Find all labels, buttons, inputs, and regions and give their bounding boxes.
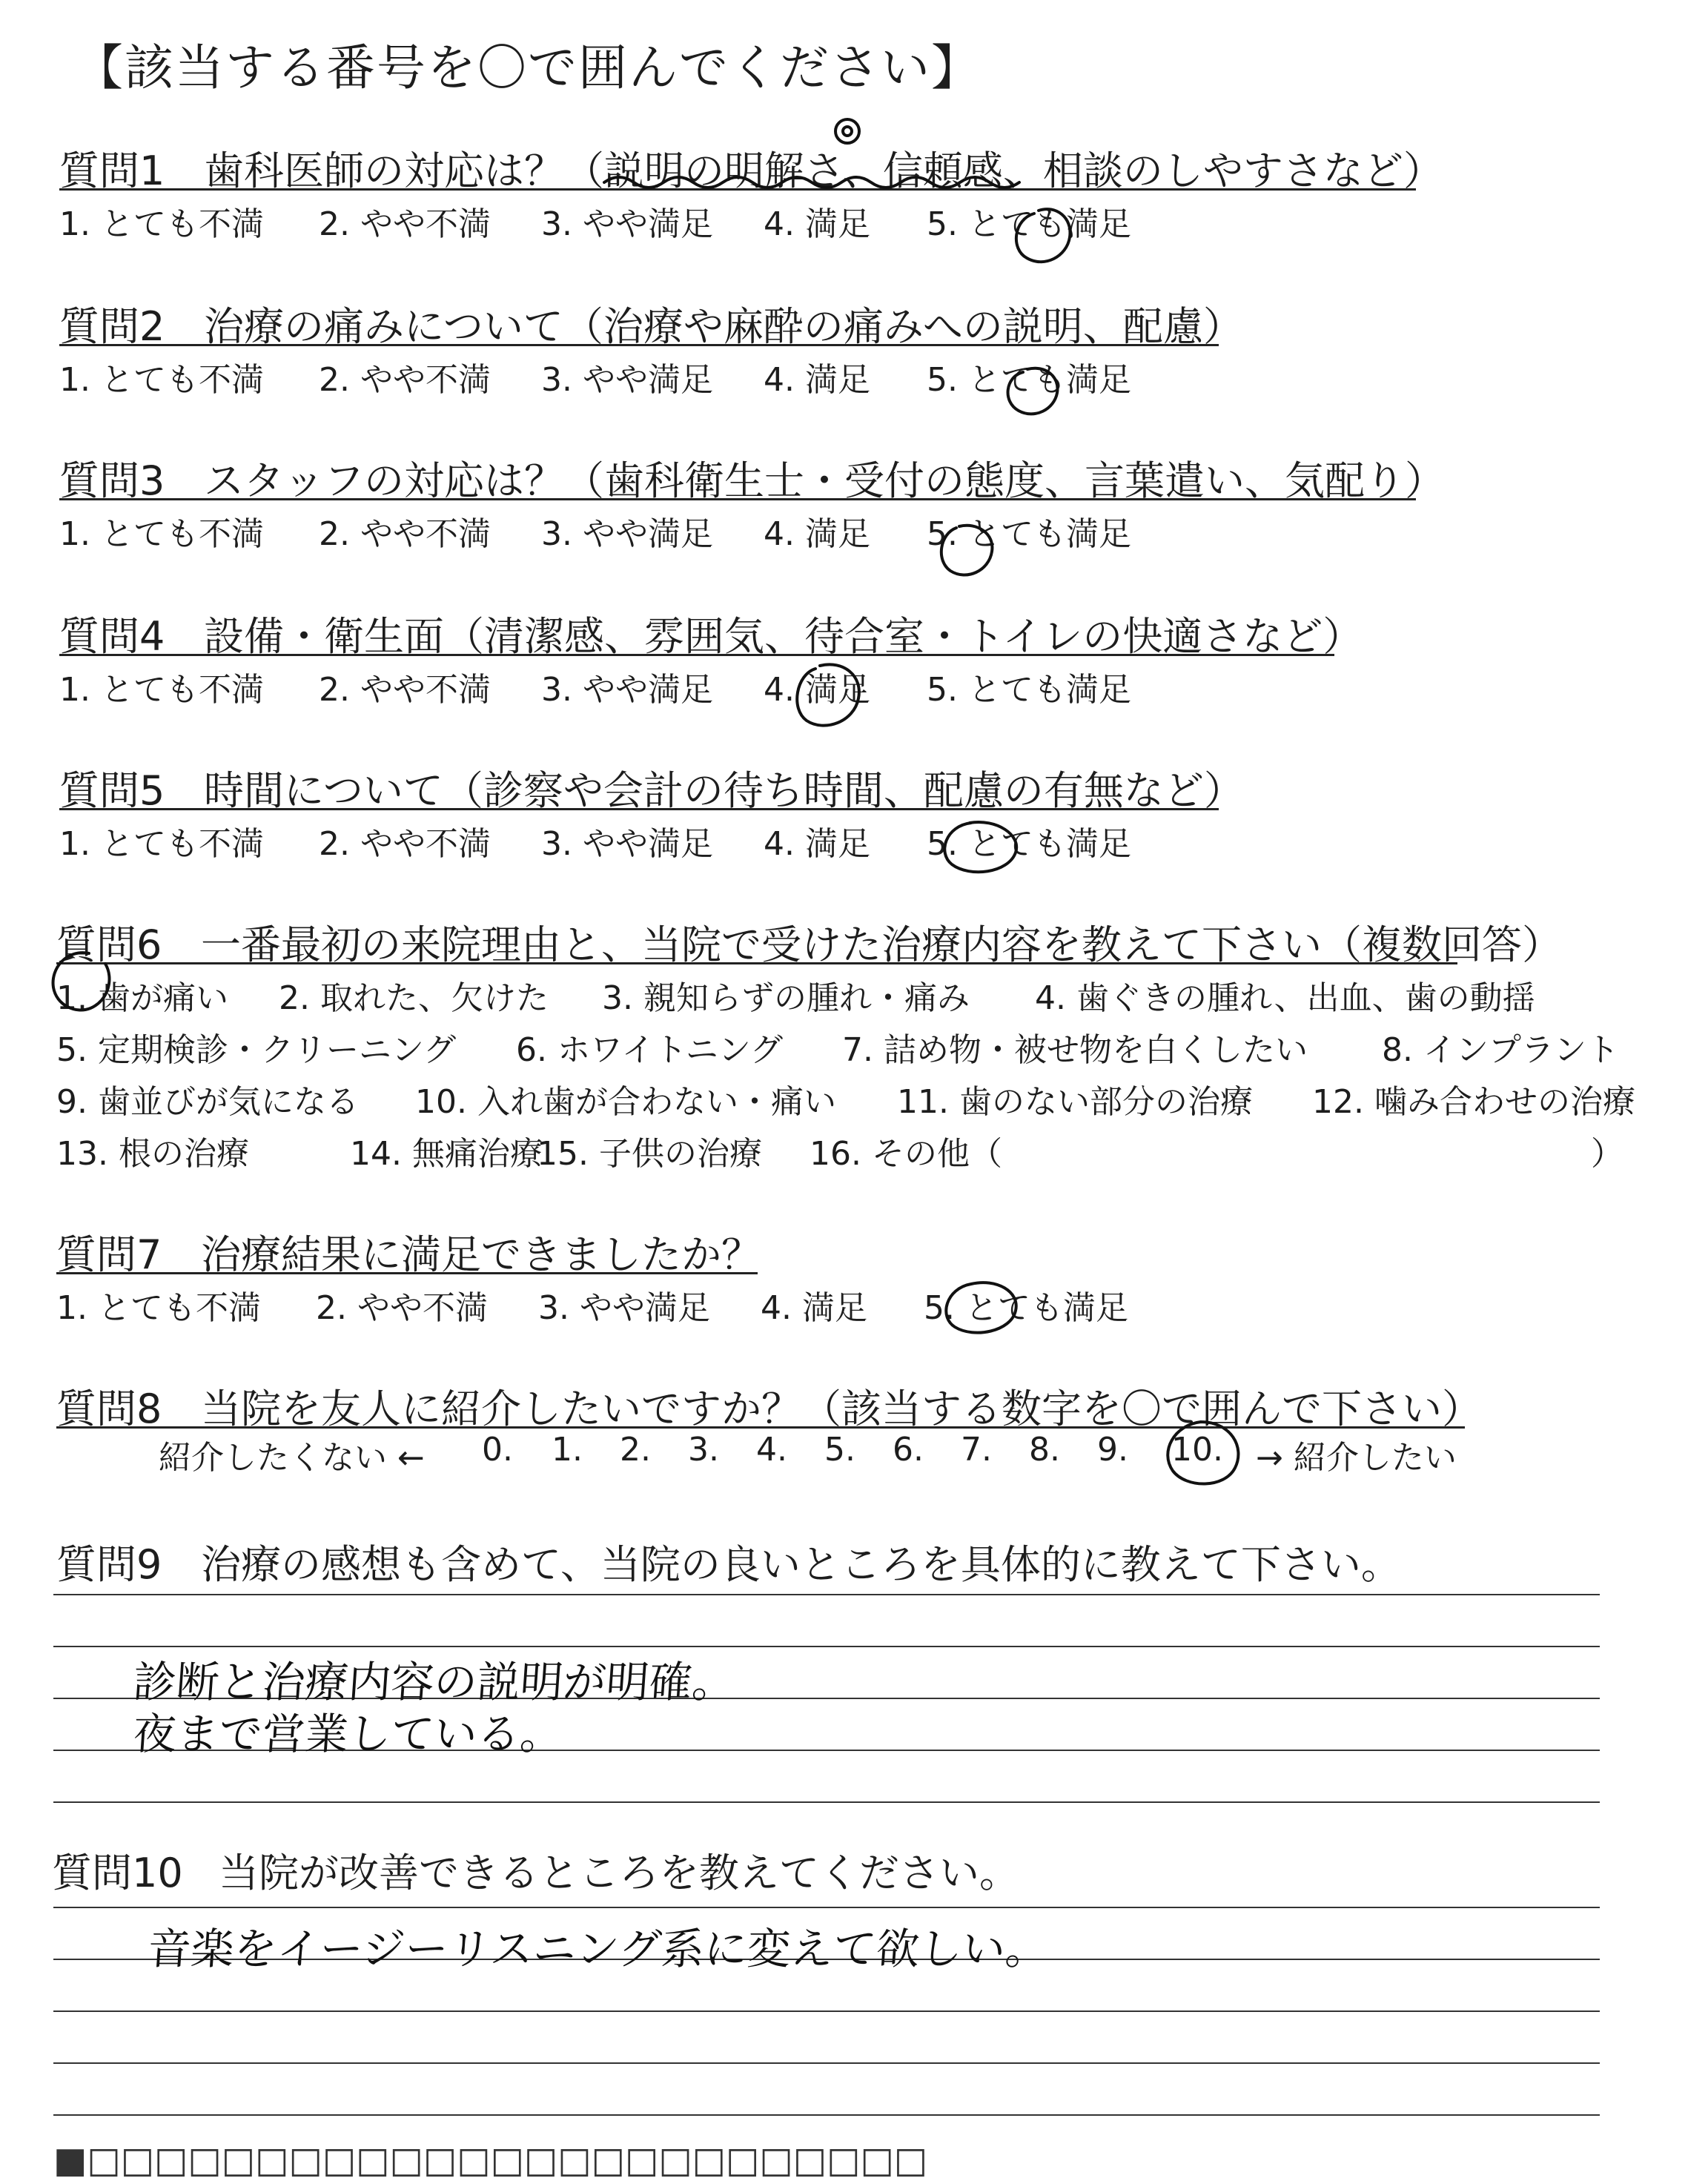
option-2[interactable]: 2. やや不満 — [316, 1289, 488, 1327]
question-number: 質問8 — [56, 1386, 162, 1432]
option-2[interactable]: 2. やや不満 — [319, 361, 491, 399]
reason-option[interactable]: 12. 噛み合わせの治療 — [1312, 1083, 1635, 1121]
reason-option[interactable]: 6. ホワイトニング — [516, 1031, 784, 1069]
option-1[interactable]: 1. とても不満 — [59, 515, 264, 553]
reason-option[interactable]: 9. 歯並びが気になる — [56, 1083, 359, 1121]
option-5[interactable]: 5. とても満足 — [927, 515, 1131, 553]
question-number: 質問1 — [59, 148, 165, 194]
reason-option[interactable]: 7. 詰め物・被せ物を白くしたい — [842, 1031, 1308, 1069]
option-2[interactable]: 2. やや不満 — [319, 671, 491, 709]
question-text: 一番最初の来院理由と、当院で受けた治療内容を教えて下さい（複数回答） — [201, 921, 1562, 968]
question-text: 歯科医師の対応は？（説明の明解さ、信頼感、相談のしやすさなど） — [204, 148, 1443, 194]
q10-handwritten-line-1[interactable]: 音楽をイージーリスニング系に変えて欲しい。 — [146, 1924, 1050, 1974]
answer-line — [53, 1801, 1600, 1803]
question-number: 質問3 — [59, 457, 165, 504]
q9-handwritten-line-1[interactable]: 診断と治療内容の説明が明確。 — [131, 1657, 738, 1707]
question-number: 質問5 — [59, 767, 165, 814]
option-5[interactable]: 5. とても満足 — [927, 205, 1131, 243]
question-text: 時間について（診察や会計の待ち時間、配慮の有無など） — [204, 767, 1244, 814]
underline — [59, 498, 1416, 500]
option-3[interactable]: 3. やや満足 — [541, 515, 713, 553]
reason-option[interactable]: 11. 歯のない部分の治療 — [897, 1083, 1253, 1121]
question-text: 治療結果に満足できましたか？ — [201, 1231, 761, 1278]
reason-option[interactable]: 4. 歯ぐきの腫れ、出血、歯の動揺 — [1035, 979, 1535, 1017]
question-number: 質問10 — [52, 1850, 183, 1896]
option-1[interactable]: 1. とても不満 — [59, 205, 264, 243]
question-number: 質問6 — [56, 921, 162, 968]
option-3[interactable]: 3. やや満足 — [538, 1289, 710, 1327]
option-4[interactable]: 4. 満足 — [764, 515, 870, 553]
question-text: スタッフの対応は？（歯科衛生士・受付の態度、言葉遣い、気配り） — [204, 457, 1445, 504]
option-2[interactable]: 2. やや不満 — [319, 515, 491, 553]
scale-number[interactable]: 10. — [1171, 1431, 1223, 1469]
answer-line — [53, 2114, 1600, 2116]
scale-number[interactable]: 0. — [482, 1431, 513, 1469]
scale-number[interactable]: 5. — [824, 1431, 855, 1469]
reason-option[interactable]: 15. 子供の治療 — [537, 1135, 762, 1173]
cut-off-footer-text: ■□□□□□□□□□□□□□□□□□□□□□□□□□ — [53, 2139, 928, 2181]
page-title: 【該当する番号を〇で囲んでください】 — [74, 39, 982, 96]
option-4[interactable]: 4. 満足 — [764, 205, 870, 243]
option-4[interactable]: 4. 満足 — [764, 361, 870, 399]
option-5[interactable]: 5. とても満足 — [924, 1289, 1128, 1327]
underline — [59, 808, 1219, 810]
question-9 — [56, 1533, 1401, 1590]
question-text: 当院が改善できるところを教えてください。 — [219, 1850, 1019, 1896]
question-number: 質問9 — [56, 1541, 162, 1588]
question-number: 質問7 — [56, 1231, 162, 1278]
option-1[interactable]: 1. とても不満 — [56, 1289, 261, 1327]
underline — [59, 188, 1416, 191]
option-2[interactable]: 2. やや不満 — [319, 205, 491, 243]
scale-number[interactable]: 8. — [1029, 1431, 1060, 1469]
q6-row-4 — [56, 1127, 1623, 1173]
question-text: 治療の感想も含めて、当院の良いところを具体的に教えて下さい。 — [201, 1541, 1401, 1588]
scale-number[interactable]: 2. — [620, 1431, 651, 1469]
underline — [56, 962, 1457, 964]
option-3[interactable]: 3. やや満足 — [541, 205, 713, 243]
scale-number[interactable]: 7. — [961, 1431, 992, 1469]
option-5[interactable]: 5. とても満足 — [927, 825, 1131, 863]
underline — [56, 1272, 758, 1274]
reason-option[interactable]: 13. 根の治療 — [56, 1135, 249, 1173]
option-5[interactable]: 5. とても満足 — [927, 361, 1131, 399]
scale-number[interactable]: 3. — [688, 1431, 719, 1469]
option-1[interactable]: 1. とても不満 — [59, 825, 264, 863]
option-3[interactable]: 3. やや満足 — [541, 361, 713, 399]
option-4[interactable]: 4. 満足 — [761, 1289, 867, 1327]
option-5[interactable]: 5. とても満足 — [927, 671, 1131, 709]
reason-option[interactable]: 8. インプラント — [1382, 1031, 1619, 1069]
option-1[interactable]: 1. とても不満 — [59, 671, 264, 709]
question-text: 設備・衛生面（清潔感、雰囲気、待合室・トイレの快適さなど） — [204, 613, 1363, 660]
reason-option[interactable]: 3. 親知らずの腫れ・痛み — [602, 979, 970, 1017]
scale-number[interactable]: 9. — [1097, 1431, 1128, 1469]
scale-right-label: → 紹介したい — [1256, 1439, 1457, 1477]
underline — [59, 344, 1219, 346]
option-2[interactable]: 2. やや不満 — [319, 825, 491, 863]
reason-option[interactable]: 2. 取れた、欠けた — [279, 979, 549, 1017]
question-10 — [52, 1841, 1019, 1899]
option-4[interactable]: 4. 満足 — [764, 671, 870, 709]
scale-left-label: 紹介したくない ← — [159, 1439, 425, 1477]
question-number: 質問2 — [59, 303, 165, 350]
option-3[interactable]: 3. やや満足 — [541, 825, 713, 863]
underline — [56, 1426, 1465, 1429]
reason-option[interactable]: 5. 定期検診・クリーニング — [56, 1031, 457, 1069]
reason-option[interactable]: 16. その他（ — [810, 1135, 1002, 1173]
option-3[interactable]: 3. やや満足 — [541, 671, 713, 709]
reason-option[interactable]: 1. 歯が痛い — [56, 979, 228, 1017]
answer-line — [53, 1594, 1600, 1595]
question-text: 当院を友人に紹介したいですか？（該当する数字を〇で囲んで下さい） — [201, 1386, 1482, 1432]
question-number: 質問4 — [59, 613, 165, 660]
question-text: 治療の痛みについて（治療や麻酔の痛みへの説明、配慮） — [204, 303, 1243, 350]
reason-option[interactable]: 14. 無痛治療 — [350, 1135, 543, 1173]
answer-line — [53, 2010, 1600, 2012]
q8-scale — [159, 1431, 1493, 1475]
option-4[interactable]: 4. 満足 — [764, 825, 870, 863]
answer-line — [53, 2062, 1600, 2064]
scale-number[interactable]: 6. — [893, 1431, 924, 1469]
answer-line — [53, 1907, 1600, 1908]
scale-number[interactable]: 4. — [756, 1431, 787, 1469]
scale-number[interactable]: 1. — [552, 1431, 583, 1469]
other-close-paren: ） — [1591, 1135, 1623, 1173]
underline — [59, 654, 1334, 656]
reason-option[interactable]: 10. 入れ歯が合わない・痛い — [415, 1083, 836, 1121]
q9-handwritten-line-2[interactable]: 夜まで営業している。 — [131, 1709, 566, 1759]
option-1[interactable]: 1. とても不満 — [59, 361, 264, 399]
